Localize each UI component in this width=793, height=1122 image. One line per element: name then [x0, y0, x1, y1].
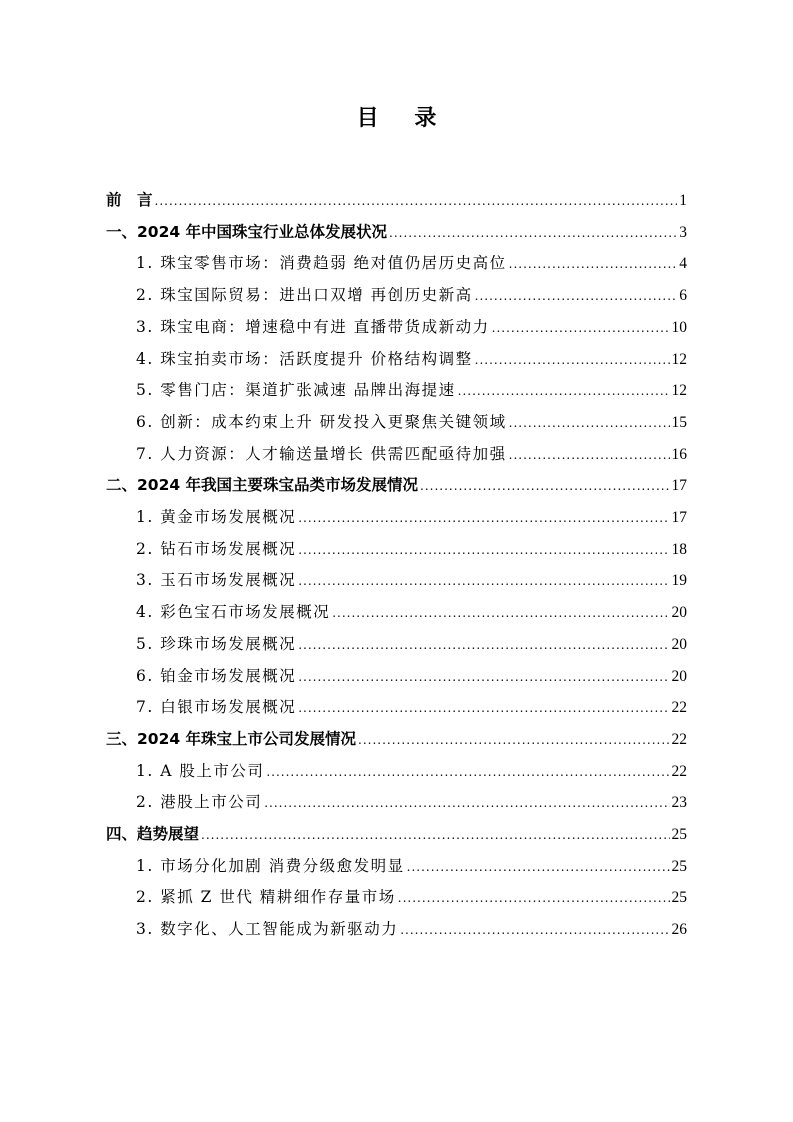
toc-entry-label: 前 言 [106, 191, 153, 209]
toc-entry-label: 6. 创新：成本约束上升 研发投入更聚焦关键领域 [136, 412, 507, 431]
toc-dot-leader [420, 479, 669, 493]
toc-entry-label: 2. 珠宝国际贸易：进出口双增 再创历史新高 [136, 286, 473, 305]
toc-entry-label: 三、2024 年珠宝上市公司发展情况 [106, 729, 357, 748]
toc-entry-label: 7. 人力资源：人才输送量增长 供需匹配亟待加强 [136, 444, 507, 463]
toc-page-number: 25 [671, 826, 687, 843]
toc-entry-label: 1. 珠宝零售市场：消费趋弱 绝对值仍居历史高位 [136, 254, 507, 273]
toc-subsection-entry[interactable] [136, 695, 687, 719]
toc-entry-label: 4. 彩色宝石市场发展概况 [136, 603, 331, 622]
toc-dot-leader [298, 701, 669, 715]
toc-entry-label: 二、2024 年我国主要珠宝品类市场发展情况 [106, 476, 419, 495]
page-title: 目 录 [356, 106, 451, 131]
toc-entry-label: 一、2024 年中国珠宝行业总体发展状况 [106, 222, 388, 241]
toc-dot-leader [298, 543, 669, 557]
toc-page-number: 15 [671, 413, 687, 431]
toc-page-number: 25 [671, 889, 687, 907]
toc-entry-label: 5. 珍珠市场发展概况 [136, 634, 297, 653]
toc-section-entry[interactable] [106, 473, 687, 497]
toc-dot-leader [398, 891, 670, 905]
toc-page-number: 12 [671, 350, 687, 368]
toc-dot-leader [298, 511, 669, 525]
toc-dot-leader [458, 384, 670, 398]
toc-page-number: 4 [679, 255, 687, 273]
toc-subsection-entry[interactable] [136, 664, 687, 688]
toc-dot-leader [389, 226, 677, 240]
toc-section-entry[interactable] [106, 822, 687, 846]
toc-page-number: 20 [671, 635, 687, 653]
toc-subsection-entry[interactable] [136, 568, 687, 592]
toc-dot-leader [509, 257, 678, 271]
toc-page-number: 19 [671, 572, 687, 590]
toc-dot-leader [266, 765, 669, 779]
toc-page-number: 25 [671, 857, 687, 875]
toc-dot-leader [298, 670, 669, 684]
toc-section-entry[interactable] [106, 188, 687, 212]
toc-entry-label: 5. 零售门店：渠道扩张减速 品牌出海提速 [136, 381, 456, 400]
toc-entry-label: 3. 珠宝电商：增速稳中有进 直播带货成新动力 [136, 317, 490, 336]
toc-entry-label: 6. 铂金市场发展概况 [136, 666, 297, 685]
toc-subsection-entry[interactable] [136, 759, 687, 783]
toc-section-entry[interactable] [106, 727, 687, 751]
toc-dot-leader [332, 606, 669, 620]
toc-dot-leader [475, 289, 678, 303]
toc-entry-label: 四、趋势展望 [106, 825, 200, 843]
toc-page-number: 3 [679, 223, 687, 241]
toc-entry-label: 1. 市场分化加剧 消费分级愈发明显 [136, 856, 405, 875]
toc-dot-leader [509, 416, 670, 430]
toc-subsection-entry[interactable] [136, 537, 687, 561]
toc-entry-label: 4. 珠宝拍卖市场：活跃度提升 价格结构调整 [136, 349, 473, 368]
toc-page-number: 17 [671, 509, 687, 526]
toc-subsection-entry[interactable] [136, 600, 687, 624]
toc-page-number: 26 [671, 921, 687, 939]
toc-page-number: 20 [671, 667, 687, 685]
toc-dot-leader [298, 574, 669, 588]
toc-entry-label: 1. A 股上市公司 [136, 761, 265, 780]
toc-subsection-entry[interactable] [136, 505, 687, 529]
toc-page-number: 22 [671, 730, 687, 748]
toc-page-number: 20 [671, 604, 687, 622]
toc-subsection-entry[interactable] [136, 347, 687, 371]
toc-entry-label: 7. 白银市场发展概况 [136, 698, 297, 717]
toc-entry-label: 3. 数字化、人工智能成为新驱动力 [136, 920, 399, 939]
toc-subsection-entry[interactable] [136, 251, 687, 275]
toc-page-number: 16 [671, 445, 687, 463]
toc-subsection-entry[interactable] [136, 315, 687, 339]
toc-subsection-entry[interactable] [136, 854, 687, 878]
toc-dot-leader [264, 796, 669, 810]
toc-page-number: 17 [671, 477, 687, 495]
toc-dot-leader [475, 353, 670, 367]
toc-dot-leader [492, 321, 670, 335]
toc-page-number: 22 [671, 699, 687, 717]
toc-subsection-entry[interactable] [136, 917, 687, 941]
toc-page-number: 12 [671, 382, 687, 400]
toc-page-number: 18 [671, 540, 687, 558]
toc-dot-leader [358, 733, 669, 747]
toc-subsection-entry[interactable] [136, 790, 687, 814]
toc-section-entry[interactable] [106, 220, 687, 244]
toc-dot-leader [407, 860, 670, 874]
toc-entry-label: 2. 钻石市场发展概况 [136, 539, 297, 558]
toc-dot-leader [509, 448, 670, 462]
toc-subsection-entry[interactable] [136, 632, 687, 656]
toc-page-number: 10 [671, 318, 687, 336]
toc-subsection-entry[interactable] [136, 442, 687, 466]
toc-subsection-entry[interactable] [136, 885, 687, 909]
toc-entry-label: 3. 玉石市场发展概况 [136, 571, 297, 590]
toc-dot-leader [155, 194, 678, 208]
toc-entry-label: 2. 港股上市公司 [136, 793, 263, 812]
toc-dot-leader [298, 638, 669, 652]
toc-page-number: 1 [679, 192, 687, 209]
toc-subsection-entry[interactable] [136, 410, 687, 434]
toc-subsection-entry[interactable] [136, 378, 687, 402]
toc-dot-leader [400, 923, 669, 937]
toc-entry-label: 1. 黄金市场发展概况 [136, 508, 297, 526]
toc-dot-leader [201, 828, 669, 842]
toc-subsection-entry[interactable] [136, 283, 687, 307]
toc-entry-label: 2. 紧抓 Z 世代 精耕细作存量市场 [136, 888, 396, 907]
toc-page-number: 23 [671, 794, 687, 812]
toc-page-number: 6 [679, 287, 687, 305]
toc-page-number: 22 [671, 762, 687, 780]
